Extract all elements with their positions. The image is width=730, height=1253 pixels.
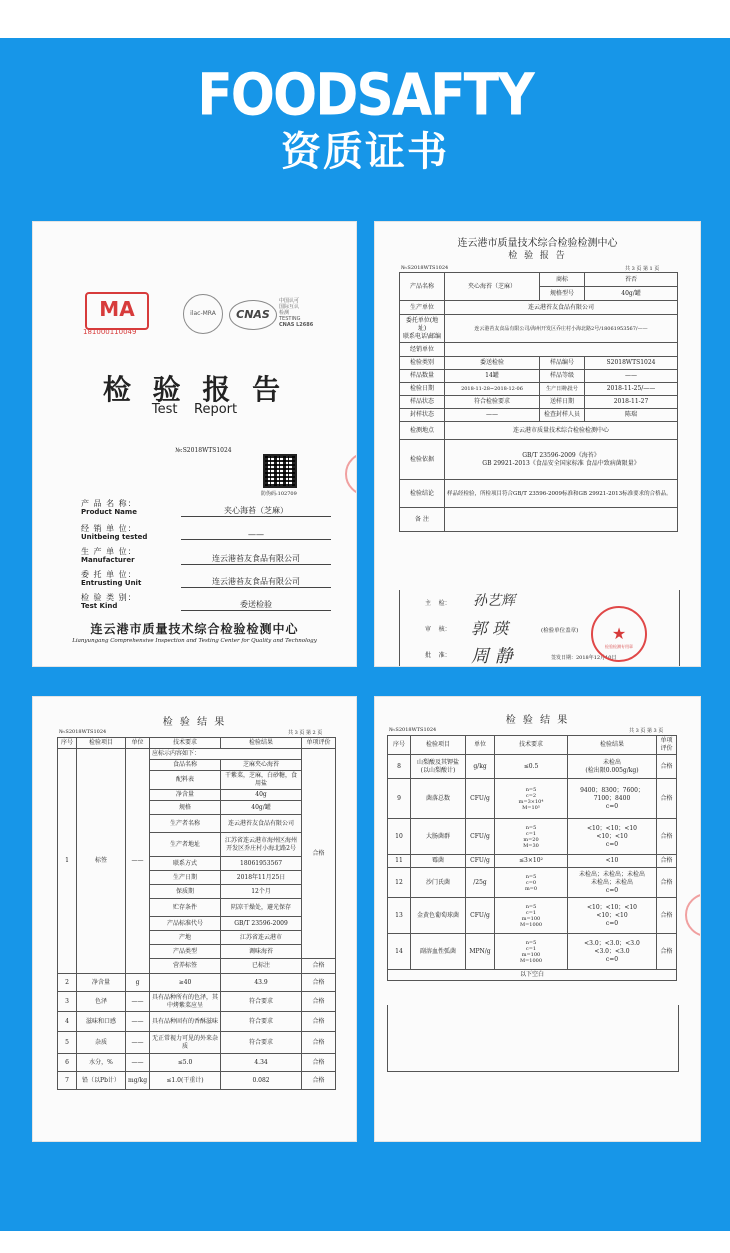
cnas-logo: CNAS — [229, 300, 277, 330]
issue-date: 签发日期：2018年12月10日 — [551, 655, 617, 661]
field-product-label-en: Product Name — [81, 508, 137, 516]
cover-org-en: Lianyungang Comprehensive Inspection and Testing Center for Quality and Technology — [72, 638, 317, 644]
seal-note: (检验单位盖章) — [541, 628, 579, 634]
results1-page: 共 3 页 第 2 页 — [288, 730, 323, 736]
field-kind-value: 委送检验 — [181, 599, 331, 611]
signature-inspector: 孙艺辉 — [473, 593, 515, 609]
field-manufacturer-value: 连云港苔友食品有限公司 — [181, 553, 331, 565]
ilac-logo: ilac-MRA — [183, 294, 223, 334]
cma-logo: MA — [85, 292, 149, 330]
report-org: 连云港市质量技术综合检验检测中心 — [457, 238, 618, 249]
sign-label-inspector: 主 检： — [425, 600, 451, 607]
field-product-value: 夹心海苔（芝麻） — [181, 505, 331, 517]
field-kind-label-en: Test Kind — [81, 602, 118, 610]
field-entrusting-label-cn: 委 托 单 位： — [81, 570, 137, 579]
table-empty-area — [387, 1005, 679, 1072]
cover-title-en: Test Report — [151, 402, 238, 417]
page-subtitle: 资质证书 — [281, 129, 449, 175]
results2-table: 序号 检验项目 单位 技术要求 检验结果 单项评价 8 山梨酸及其钾盐(以山梨酸计) g/kg ≤0.5 未检出 (检出限0.005g/kg) 合格 9 菌落总数 CFU/g n=5 c=2 m=3×10⁴ M=10⁵ 9400；8300；7600； 7100；8400 c=0 合格 10 大肠菌群 CFU/g n=5 c=1 m=20 M=30 <10；<10；<10 <10；<10 c=0 合格 11 霉菌 CFU/g ≤3×10² <10 合格 12 沙门氏菌 /25g n=5 c=0 m=0 未检出；未检出；未检出 未检出；未检出 c=0 合格 13 金黄色葡萄球菌 CFU/g n=5 c=1 m=100 M=1000 <10；<10；<10 <10；<10 c=0 合格 14 副溶血性弧菌 MPN/g n=5 c=1 m=100 M=1000 <3.0；<3.0；<3.0 <3.0；<3.0 c=0 合格 以下空白 — [387, 735, 677, 981]
qr-code — [263, 454, 297, 488]
results1-table: 序号 检验项目 单位 技术要求 检验结果 单项评价 1 标签 —— 应标示内容如下： 合格 食品名称 芝麻夹心海苔 配料表 干紫菜，芝麻，白砂糖，食用盐 净含量 40g 规格 40g/罐 生产者名称 连云港苔友食品有限公司 生产者地址 江苏省连云港市海州区海州开发区乔庄村小海北路2号 联系方式 18061953567 生产日期 2018年11月25日 保质期 12个月 贮存条件 阴凉干燥处，避光保存 产品标准代号 GB/T 23596-2009 产地 江苏省连云港市 产品类型 调味海苔 营养标签 已标注 合格 2 净含量 g ≥40 43.9 合格 3 色泽 —— 具有品种所有的色泽，其中烤紫菜应呈 符合要求 合格 4 滋味和口感 —— 具有品种固有的香酥滋味 符合要求 合格 5 杂质 —— 无正常视力可见的外来杂质 符合要求 合格 6 水分，% —— ≤5.0 4.34 合格 7 铅（以Pb计） mg/kg ≤1.0(干重计) 0.082 合格 — [57, 737, 336, 1090]
seal-star-icon: ★ — [611, 624, 627, 643]
results-page-2 — [33, 697, 356, 1141]
field-dealer-value: —— — [181, 530, 331, 540]
qr-number: 防伪码:102709 — [261, 491, 297, 497]
sign-label-reviewer: 审 核： — [425, 626, 451, 633]
field-dealer-label-cn: 经 销 单 位： — [81, 524, 137, 533]
report-page: 共 3 页 第 1 页 — [625, 266, 660, 272]
official-seal — [591, 606, 647, 662]
cover-fields — [81, 498, 331, 615]
cma-number: 181000110049 — [83, 328, 137, 336]
field-kind-label-cn: 检 验 类 别： — [81, 593, 137, 602]
report-table: 产品名称 夹心海苔（芝麻） 商标 苔否 规格型号 40g/罐 生产单位 连云港苔友食品有限公司 委托单位(地址) 联系电话\邮编 连云港苔友食品有限公司/海州开发区乔庄村小海北路2号/18061953567/—— 经销单位 检验类别 委送检验 样品编号 S2018WTS1024 样品数量 14罐 样品等级 —— 检验日期 2018-11-28~2018-12-06 生产日期\批号 2018-11-25/—— 样品状态 符合检验要求 送样日期 2018-11-27 封样状态 —— 检查封样人员 陈瑞 检测地点 连云港市质量技术综合检验检测中心 检验依据 GB/T 23596-2009《海苔》 GB 29921-2013《食品安全国家标准 食品中致病菌限量》 检验结论 样品经检验，所检项目符合GB/T 23596-2009标准和GB 29921-2013标准要求的合格品。 备 注 — [399, 272, 678, 532]
edge-seal — [345, 452, 356, 496]
field-dealer-label-en: Unitbeing tested — [81, 533, 148, 541]
cover-org-cn: 连云港市质量技术综合检验检测中心 — [90, 622, 299, 636]
cnas-note: 中国认可 国际互认 检测 TESTING CNAS L2686 — [279, 298, 314, 328]
signature-approver: 周 静 — [471, 646, 513, 666]
report-number: №:S2018WTS1024 — [175, 447, 232, 454]
report-cover-sheet — [33, 222, 356, 666]
results-page-3 — [375, 697, 700, 1141]
sign-label-approver: 批 准： — [425, 652, 451, 659]
report-title: 检 验 报 告 — [508, 251, 567, 261]
page-title: FOODSAFTY — [197, 62, 533, 130]
results2-no: №:S2018WTS1024 — [389, 727, 437, 733]
cover-title-cn: 检 验 报 告 — [102, 373, 287, 406]
results1-title: 检 验 结 果 — [162, 717, 227, 728]
field-entrusting-label-en: Entrusting Unit — [81, 579, 142, 587]
field-manufacturer-label-cn: 生 产 单 位： — [81, 547, 137, 556]
results2-page: 共 3 页 第 3 页 — [629, 728, 664, 734]
field-entrusting-value: 连云港苔友食品有限公司 — [181, 576, 331, 588]
field-product-label-cn: 产 品 名 称： — [81, 499, 137, 508]
report-page-1 — [375, 222, 700, 666]
edge-seal-right — [685, 893, 700, 937]
report-no: №:S2018WTS1024 — [401, 265, 449, 271]
field-manufacturer-label-en: Manufacturer — [81, 556, 135, 564]
signature-reviewer: 郭 瑛 — [471, 619, 509, 638]
seal-text: 检验检测专用章 — [605, 644, 633, 649]
results2-title: 检 验 结 果 — [505, 715, 570, 726]
results1-no: №:S2018WTS1024 — [59, 729, 107, 735]
